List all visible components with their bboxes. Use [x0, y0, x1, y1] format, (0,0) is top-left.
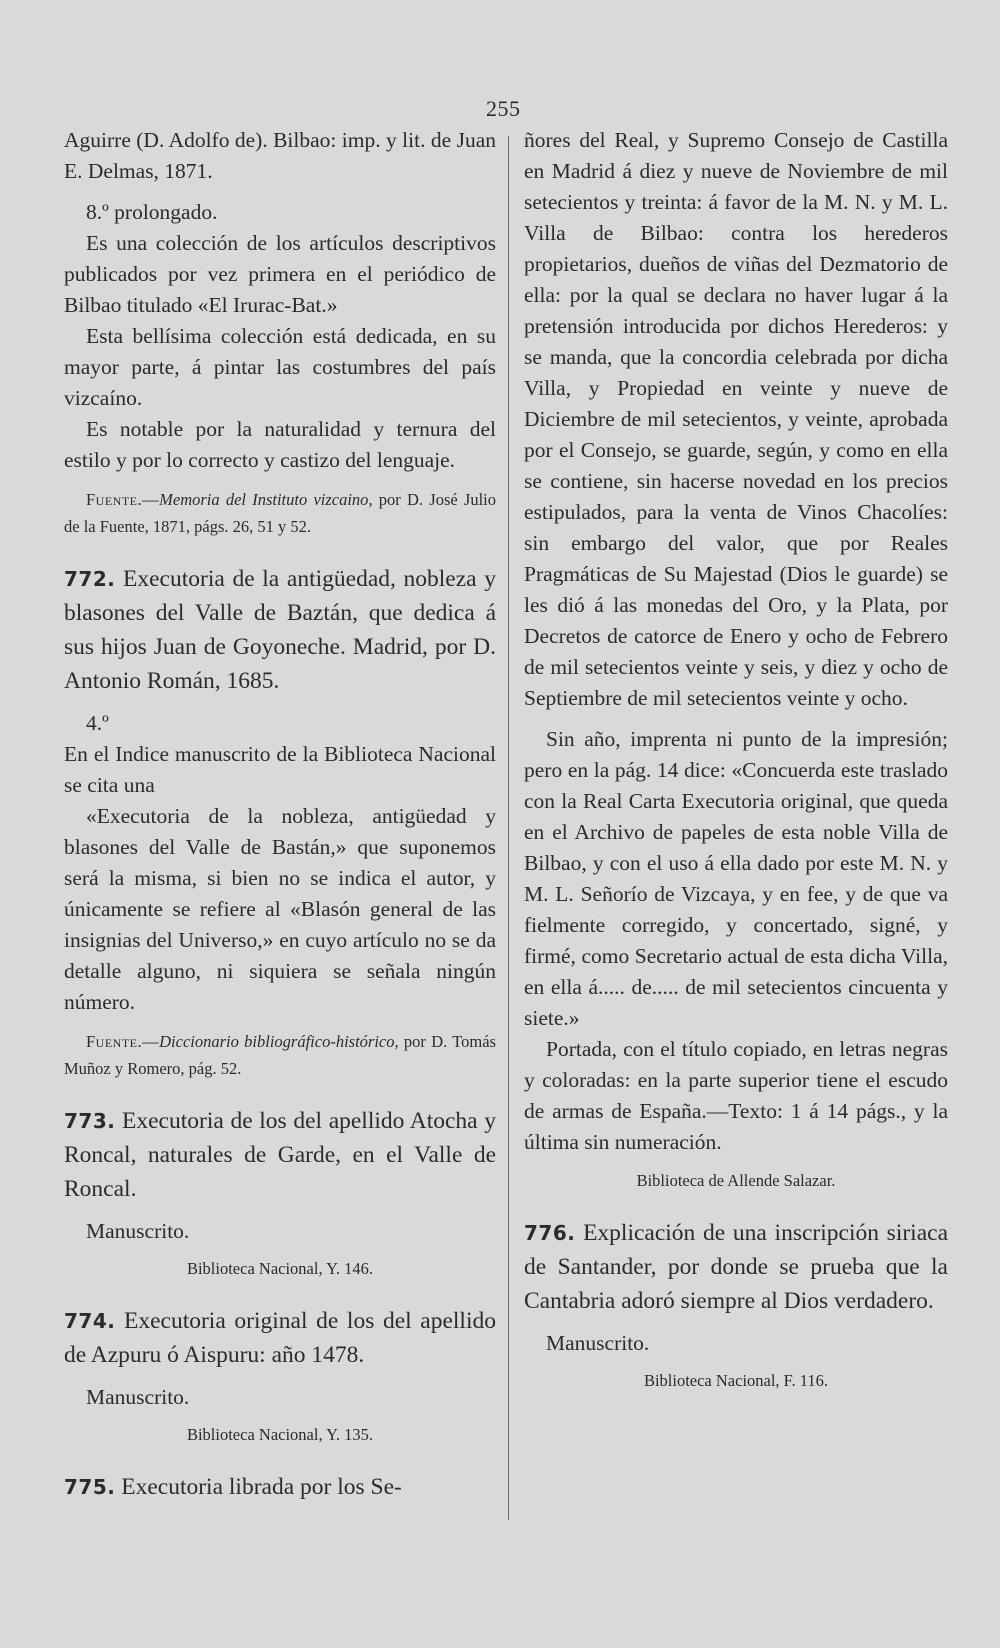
entry-775-title-continued: ñores del Real, y Supremo Consejo de Castilla en Madrid á diez y nueve de Noviembre de mil setecientos y treinta: á favor de la M. N. y M. L. Villa de Bilbao: contra los herederos propietarios, dueños de viñas del Dezmatorio de ella: por la qual se declara no haver lugar á la pretensión introducida por dichos Herederos: y se manda, que la concordia celebrada por dicha Villa, y Propiedad en veinte y nueve de Diciembre de mil setecientos, y veinte, aprobada por el Consejo, se guarde, según, y como en ella se contiene, sin hacerse novedad en los precios estipulados, para la venta de Vinos Chacolíes: sin embargo del valor, que por Reales Pragmáticas de Su Majestad (Dios le guarde) se les dió á las monedas del Oro, y la Plata, por Decretos de catorce de Enero y ocho de Febrero de mil setecientos veinte y seis, y diez y ocho de Septiembre de mil setecientos veinte y ocho. — [524, 128, 948, 710]
right-column — [524, 125, 948, 1394]
entry-772-note: En el Indice manuscrito de la Biblioteca Nacional se cita una — [64, 742, 496, 797]
entry-775-imprint-note: Sin año, imprenta ni punto de la impresión; pero en la pág. 14 dice: «Concuerda este traslado con la Real Carta Executoria original, que queda en el Archivo de papeles de esta noble Villa de Bilbao, y con el uso á ella dado por este M. N. y M. L. Señorío de Vizcaya, y en fee, y de que va fielmente corregido, y concertado, signé, y firmé, como Secretario actual de esta dicha Villa, en ella á..... de..... de mil setecientos cincuenta y siete.» — [524, 727, 948, 1030]
entry-771-format: 8.º prolongado. — [86, 200, 218, 224]
source-label: Fuente.— — [86, 490, 160, 509]
entry-776-location: Biblioteca Nacional, F. 116. — [643, 1371, 829, 1390]
entry-772-source — [64, 1028, 496, 1082]
entry-775-location: Biblioteca de Allende Salazar. — [636, 1171, 836, 1190]
source-rest: , por D. Tomás Muñoz y Romero, pág. 52. — [64, 1032, 496, 1078]
entry-775-description: Portada, con el título copiado, en letras negras y coloradas: en la parte superior tiene el escudo de armas de España.—Texto: 1 á 14 págs., y la última sin numeración. — [524, 1037, 948, 1154]
source-title: Diccionario bibliográfico-histórico — [159, 1032, 395, 1051]
entry-771-style-note: Es notable por la naturalidad y ternura del estilo y por lo correcto y castizo del lenguaje. — [64, 417, 496, 472]
entry-775-heading — [64, 1470, 496, 1504]
entry-772-heading — [64, 562, 496, 698]
entry-776-manuscript: Manuscrito. — [546, 1331, 650, 1355]
entry-title: Executoria librada por los Se- — [121, 1474, 402, 1500]
entry-771-citation: Aguirre (D. Adolfo de). Bilbao: imp. y lit. de Juan E. Delmas, 1871. — [64, 128, 496, 183]
source-title: Memoria del Instituto vizcaino — [159, 490, 369, 509]
page-number: 255 — [486, 96, 521, 121]
entry-771-dedication: Esta bellísima colección está dedicada, en su mayor parte, á pintar las costumbres del país vizcaíno. — [64, 324, 496, 410]
entry-774-manuscript: Manuscrito. — [86, 1385, 190, 1409]
entry-number: 773. — [64, 1109, 116, 1133]
entry-776-heading — [524, 1216, 948, 1318]
entry-number: 772. — [64, 567, 116, 591]
entry-title: Executoria original de los del apellido de Azpuru ó Aispuru: año 1478. — [64, 1308, 496, 1368]
entry-number: 774. — [64, 1309, 116, 1333]
entry-773-heading — [64, 1104, 496, 1206]
entry-title: Executoria de la antigüedad, nobleza y blasones del Valle de Baztán, que dedica á sus hijos Juan de Goyoneche. Madrid, por D. Antonio Román, 1685. — [64, 566, 496, 694]
source-rest: , por D. José Julio de la Fuente, 1871, págs. 26, 51 y 52. — [64, 490, 496, 536]
entry-773-manuscript: Manuscrito. — [86, 1219, 190, 1243]
entry-772-quote: «Executoria de la nobleza, antigüedad y blasones del Valle de Bastán,» que suponemos será la misma, si bien no se indica el autor, y únicamente se refiere al «Blasón general de las insignias del Universo,» en cuyo artículo no se da detalle alguno, ni siquiera se señala ningún número. — [64, 804, 496, 1014]
entry-774-heading — [64, 1304, 496, 1372]
entry-title: Explicación de una inscripción siriaca de Santander, por donde se prueba que la Cantabria adoró siempre al Dios verdadero. — [524, 1220, 948, 1314]
entry-number: 776. — [524, 1221, 576, 1245]
entry-title: Executoria de los del apellido Atocha y Roncal, naturales de Garde, en el Valle de Roncal. — [64, 1108, 497, 1202]
entry-771-source — [64, 486, 496, 540]
entry-number: 775. — [64, 1475, 116, 1499]
entry-771-description: Es una colección de los artículos descriptivos publicados por vez primera en el periódico de Bilbao titulado «El Irurac-Bat.» — [64, 231, 496, 317]
left-column — [64, 125, 496, 1504]
entry-772-format: 4.º — [86, 711, 109, 735]
entry-773-location: Biblioteca Nacional, Y. 146. — [186, 1259, 374, 1278]
column-divider — [508, 136, 509, 1520]
entry-774-location: Biblioteca Nacional, Y. 135. — [186, 1425, 374, 1444]
source-label: Fuente.— — [86, 1032, 160, 1051]
